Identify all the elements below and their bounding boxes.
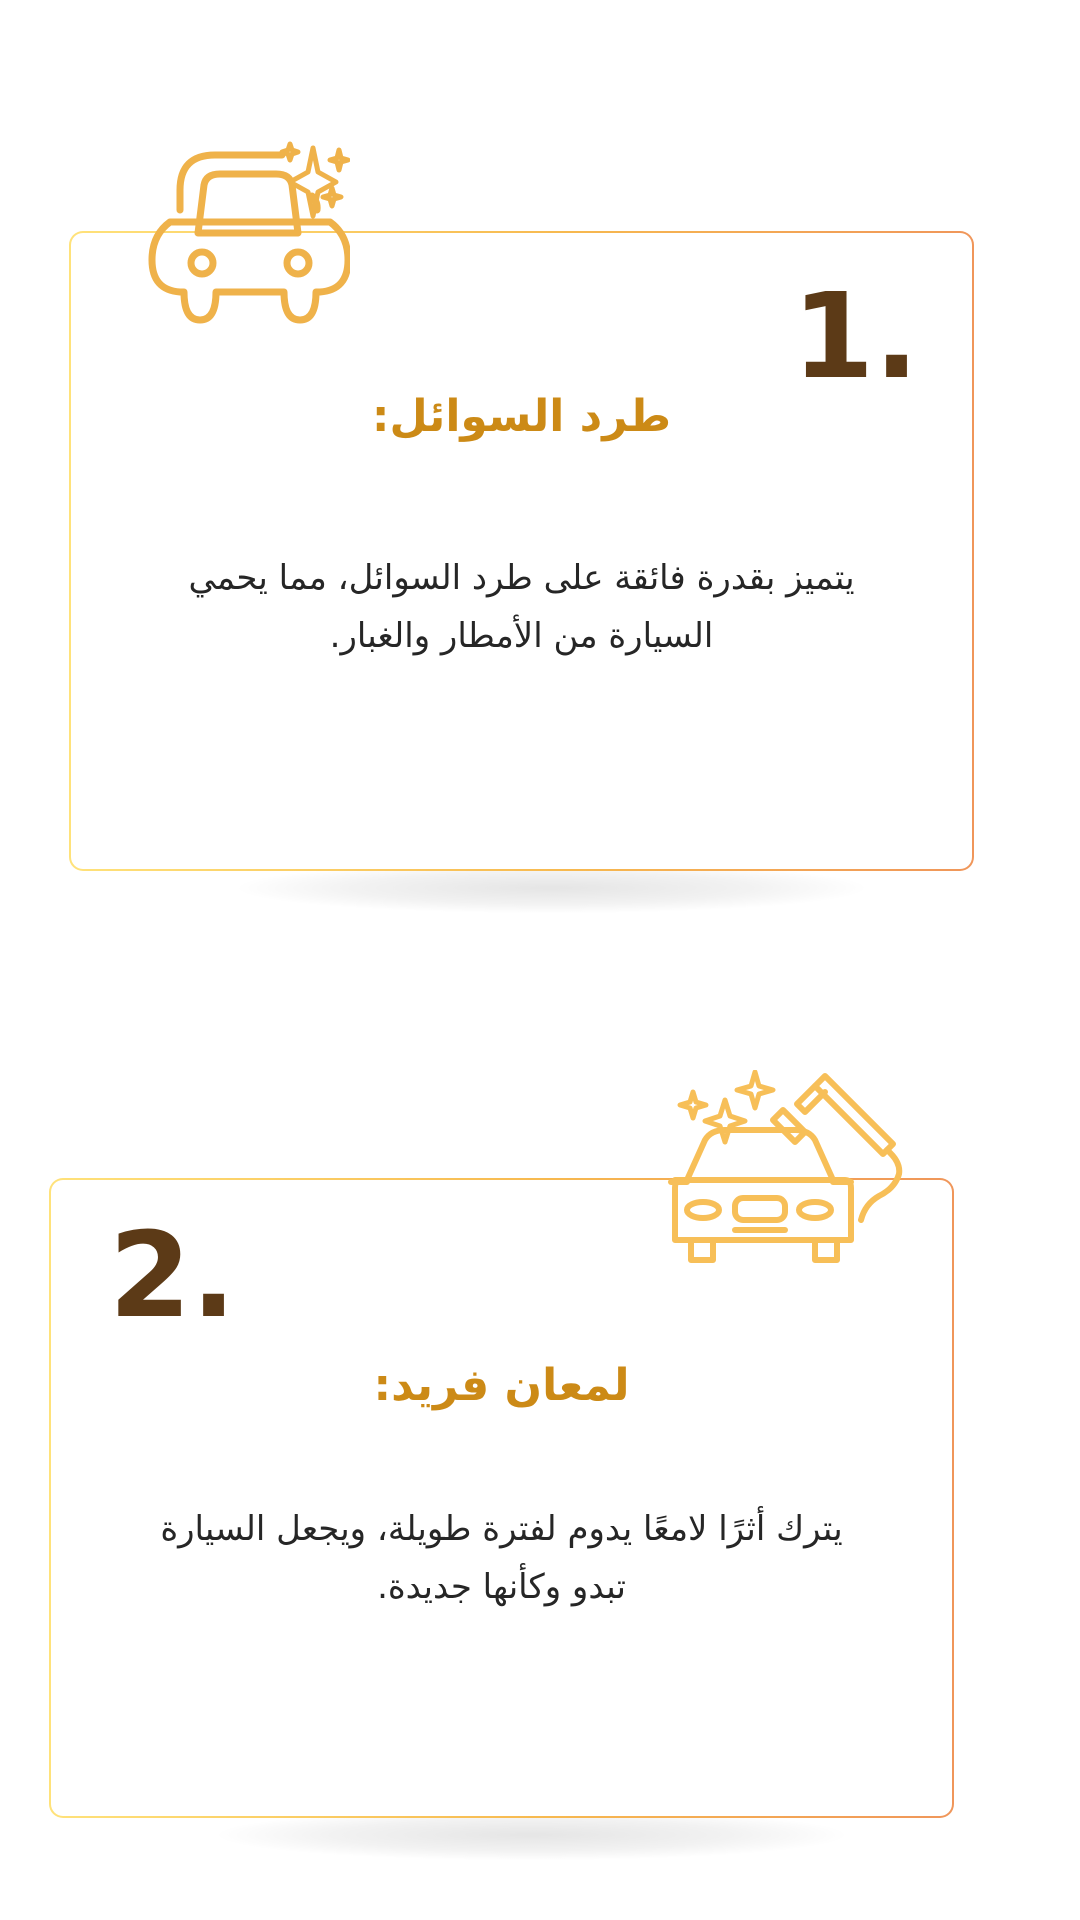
feature-description: يترك أثرًا لامعًا يدوم لفترة طويلة، ويجعل السيارة تبدو وكأنها جديدة. [160,1509,843,1607]
feature-heading: لمعان فريد: [373,1360,630,1411]
feature-number: 2. [109,1206,236,1344]
car-polishing-icon [665,1070,905,1270]
sparkling-car-icon [140,140,350,330]
feature-card-2 [49,1178,954,1818]
feature-number: 1. [792,267,919,405]
feature-description: يتميز بقدرة فائقة على طرد السوائل، مما يحمي السيارة من الأمطار والغبار. [188,558,855,656]
feature-heading: طرد السوائل: [371,391,672,442]
